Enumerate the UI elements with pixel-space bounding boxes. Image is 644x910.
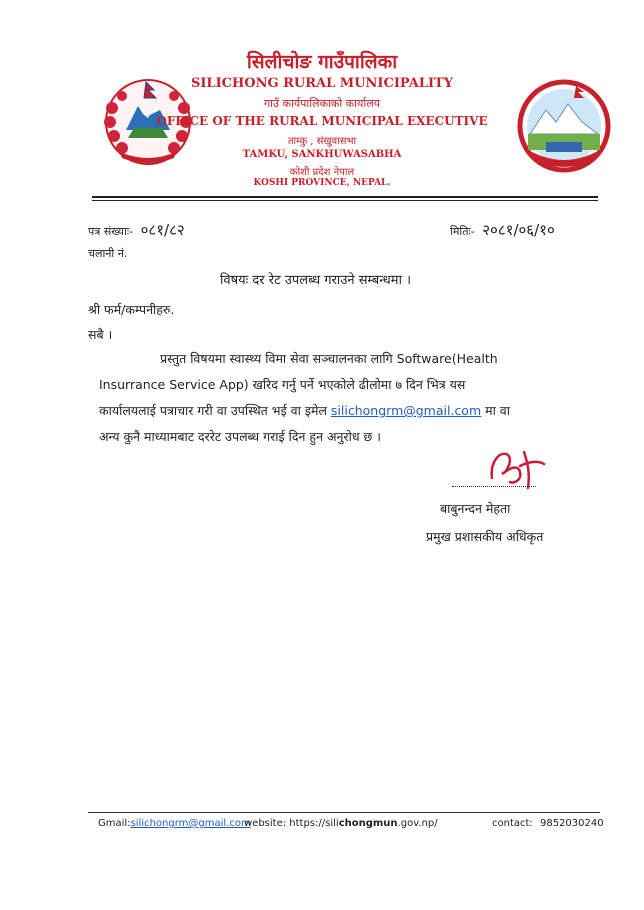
salutation-line: सबै । bbox=[88, 327, 113, 342]
letter-number-value: ०८१/८२ bbox=[140, 221, 185, 239]
office-english: OFFICE OF THE RURAL MUNICIPAL EXECUTIVE bbox=[156, 114, 488, 128]
province-nepali: कोशी प्रदेश नेपाल bbox=[289, 167, 355, 178]
footer-website-label: website: https://sili bbox=[244, 818, 339, 829]
paragraph-line-4: अन्य कुनै माध्यामबाट दररेट उपलब्ध गराई दिन हुन अनुरोध छ । bbox=[99, 429, 381, 444]
subject-line: विषयः दर रेट उपलब्ध गराउने सम्बन्धमा । bbox=[220, 273, 411, 288]
address-nepali: ताम्कु , संखुवासभा bbox=[287, 136, 357, 147]
address-english: TAMKU, SANKHUWASABHA bbox=[242, 149, 402, 160]
footer-email bbox=[98, 818, 251, 829]
signatory-designation: प्रमुख प्रशासकीय अधिकृत bbox=[426, 529, 544, 544]
date-value: २०८१/०६/१० bbox=[482, 221, 555, 239]
signature-dotted-line bbox=[452, 486, 536, 487]
province-english: KOSHI PROVINCE, NEPAL. bbox=[253, 178, 391, 188]
footer-email-label: Gmail: bbox=[98, 818, 131, 829]
date-label: मितिः- bbox=[450, 225, 475, 238]
footer-email-link[interactable]: silichongrm@gmail.com bbox=[130, 818, 251, 829]
title-nepali: सिलीचोङ गाउँपालिका bbox=[246, 51, 398, 73]
paragraph-line-3-text: कार्यालयलाई पत्राचार गरी वा उपस्थित भई वा इमेल bbox=[99, 403, 327, 418]
paragraph-line-2: Insurrance Service App) खरिद गर्नु पर्ने भएकोले ढीलोमा ७ दिन भित्र यस bbox=[99, 377, 466, 392]
email-link[interactable]: silichongrm@gmail.com bbox=[330, 403, 482, 418]
header-divider-thick bbox=[92, 196, 598, 198]
title-english: SILICHONG RURAL MUNICIPALITY bbox=[190, 76, 454, 91]
footer-contact-label: contact: bbox=[492, 818, 533, 829]
paragraph-line-3 bbox=[99, 398, 586, 424]
dispatch-number-label: चलानी नं. bbox=[88, 247, 128, 260]
letter-number bbox=[88, 220, 185, 240]
paragraph-line-1: प्रस्तुत विषयमा स्वास्थ्य विमा सेवा सञ्चालनका लागि Software(Health bbox=[160, 351, 498, 366]
footer-website-bold: chongmun bbox=[338, 818, 398, 829]
office-nepali: गाउँ कार्यपालिकाको कार्यालय bbox=[263, 97, 381, 110]
footer-contact bbox=[492, 818, 604, 829]
letter-date bbox=[450, 220, 555, 240]
footer-contact-value: 9852030240 bbox=[539, 818, 604, 829]
letter-number-label: पत्र संख्याः- bbox=[88, 225, 134, 238]
footer-website bbox=[244, 818, 438, 829]
footer-divider bbox=[88, 812, 600, 813]
municipality-logo bbox=[516, 78, 612, 174]
signatory-name: बाबुनन्दन मेहता bbox=[440, 501, 511, 516]
paragraph-line-3-tail: मा वा bbox=[485, 403, 510, 418]
footer-website-tail: .gov.np/ bbox=[397, 818, 438, 829]
handwritten-signature bbox=[484, 444, 554, 492]
recipient-line: श्री फर्म/कम्पनीहरु. bbox=[88, 302, 175, 317]
header-divider-thin bbox=[92, 200, 598, 201]
